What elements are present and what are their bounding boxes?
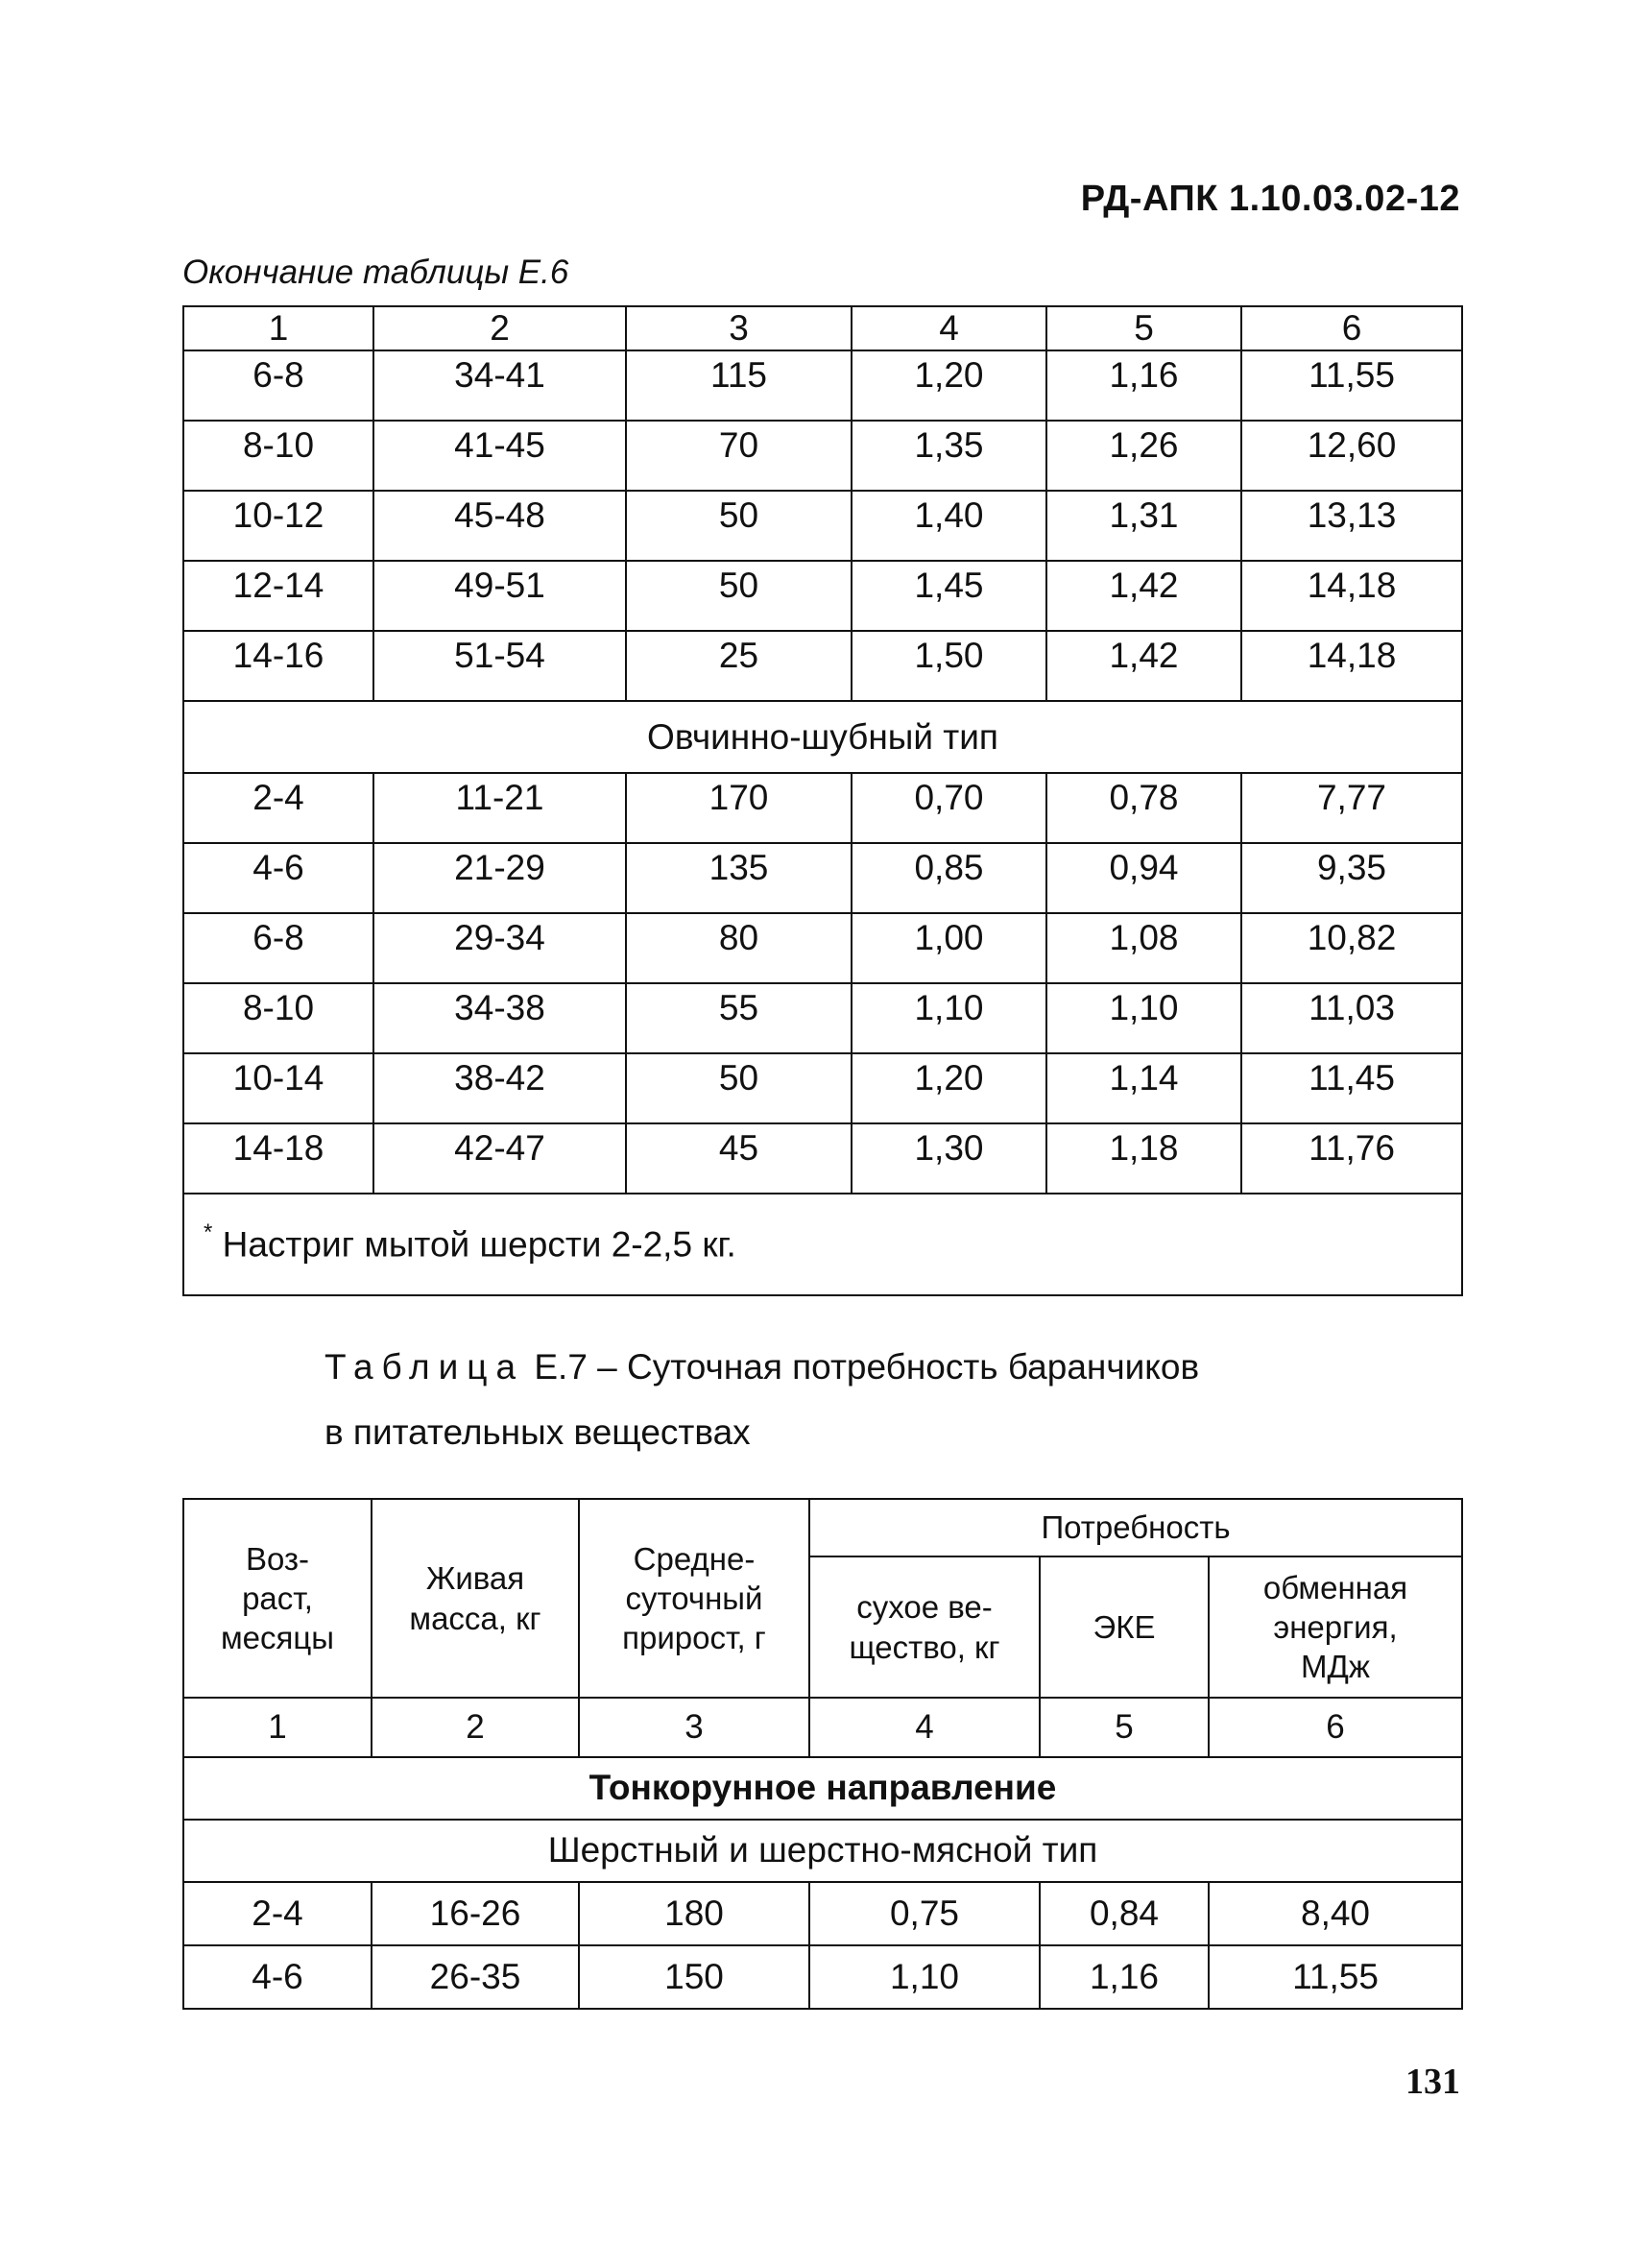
footnote-mark: * <box>204 1219 213 1246</box>
head-line: щество, кг <box>849 1629 1000 1665</box>
table-row <box>183 350 1462 421</box>
cell-eke: 1,10 <box>1046 983 1241 1053</box>
table-title-text: Е.7 – Суточная потребность баранчиков <box>534 1347 1200 1387</box>
col-head-mass <box>372 1499 579 1698</box>
column-number-row <box>183 1698 1462 1757</box>
cell-dry-matter: 1,20 <box>852 1053 1046 1123</box>
cell-eke: 1,08 <box>1046 913 1241 983</box>
head-line: прирост, г <box>622 1620 766 1656</box>
cell-eke: 1,42 <box>1046 561 1241 631</box>
head-line: Воз- <box>245 1540 310 1577</box>
header-cell: 5 <box>1046 306 1241 350</box>
cell-age: 10-12 <box>183 491 373 561</box>
cell-gain: 115 <box>626 350 852 421</box>
cell-age: 8-10 <box>183 421 373 491</box>
cell-eke: 1,18 <box>1046 1123 1241 1194</box>
column-number: 3 <box>579 1698 809 1757</box>
head-line: сухое ве- <box>856 1589 993 1626</box>
cell-dry-matter: 1,30 <box>852 1123 1046 1194</box>
cell-gain: 25 <box>626 631 852 701</box>
cell-energy: 11,55 <box>1209 1945 1462 2009</box>
cell-energy: 12,60 <box>1241 421 1462 491</box>
col-head-need-group: Потребность <box>809 1499 1462 1556</box>
column-number: 5 <box>1040 1698 1209 1757</box>
cell-energy: 14,18 <box>1241 561 1462 631</box>
document-code: РД-АПК 1.10.03.02-12 <box>1080 179 1460 219</box>
cell-dry-matter: 1,45 <box>852 561 1046 631</box>
header-row-1 <box>183 1499 1462 1556</box>
table-row <box>183 561 1462 631</box>
cell-gain: 150 <box>579 1945 809 2009</box>
table-row <box>183 631 1462 701</box>
cell-energy: 11,76 <box>1241 1123 1462 1194</box>
cell-mass: 11-21 <box>373 773 626 843</box>
col-head-energy <box>1209 1556 1462 1698</box>
table-e6 <box>182 305 1463 1296</box>
head-line: масса, кг <box>409 1600 541 1636</box>
col-head-dry-matter <box>809 1556 1040 1698</box>
head-line: МДж <box>1301 1649 1370 1685</box>
table-e7 <box>182 1498 1463 2010</box>
cell-age: 12-14 <box>183 561 373 631</box>
head-line: обменная <box>1262 1569 1408 1605</box>
cell-mass: 34-41 <box>373 350 626 421</box>
cell-age: 14-16 <box>183 631 373 701</box>
table-row <box>183 1123 1462 1194</box>
table-row <box>183 983 1462 1053</box>
cell-mass: 45-48 <box>373 491 626 561</box>
header-cell: 1 <box>183 306 373 350</box>
cell-dry-matter: 1,20 <box>852 350 1046 421</box>
cell-eke: 1,31 <box>1046 491 1241 561</box>
header-cell: 3 <box>626 306 852 350</box>
cell-age: 4-6 <box>183 1945 372 2009</box>
cell-eke: 1,14 <box>1046 1053 1241 1123</box>
cell-dry-matter: 0,85 <box>852 843 1046 913</box>
cell-eke: 1,16 <box>1040 1945 1209 2009</box>
cell-dry-matter: 1,10 <box>809 1945 1040 2009</box>
footnote-row <box>183 1194 1462 1295</box>
cell-energy: 11,45 <box>1241 1053 1462 1123</box>
cell-mass: 34-38 <box>373 983 626 1053</box>
cell-gain: 45 <box>626 1123 852 1194</box>
footnote-text: Настриг мытой шерсти 2-2,5 кг. <box>222 1224 736 1265</box>
cell-age: 10-14 <box>183 1053 373 1123</box>
cell-dry-matter: 1,00 <box>852 913 1046 983</box>
cell-age: 14-18 <box>183 1123 373 1194</box>
cell-age: 6-8 <box>183 913 373 983</box>
cell-age: 8-10 <box>183 983 373 1053</box>
cell-dry-matter: 1,50 <box>852 631 1046 701</box>
col-head-age <box>183 1499 372 1698</box>
cell-age: 6-8 <box>183 350 373 421</box>
cell-mass: 51-54 <box>373 631 626 701</box>
page-number: 131 <box>1405 2062 1460 2102</box>
cell-mass: 26-35 <box>372 1945 579 2009</box>
head-line: энергия, <box>1273 1608 1398 1645</box>
cell-age: 4-6 <box>183 843 373 913</box>
table-row <box>183 1945 1462 2009</box>
table-row <box>183 773 1462 843</box>
cell-gain: 50 <box>626 561 852 631</box>
cell-mass: 49-51 <box>373 561 626 631</box>
table-continuation-caption: Окончание таблицы Е.6 <box>182 253 569 291</box>
column-number: 2 <box>372 1698 579 1757</box>
cell-eke: 1,42 <box>1046 631 1241 701</box>
column-number: 1 <box>183 1698 372 1757</box>
col-head-eke: ЭКЕ <box>1040 1556 1209 1698</box>
table-row <box>183 491 1462 561</box>
cell-energy: 13,13 <box>1241 491 1462 561</box>
group-row <box>183 701 1462 773</box>
cell-mass: 16-26 <box>372 1882 579 1945</box>
cell-energy: 11,55 <box>1241 350 1462 421</box>
cell-eke: 0,78 <box>1046 773 1241 843</box>
cell-dry-matter: 0,70 <box>852 773 1046 843</box>
cell-dry-matter: 1,35 <box>852 421 1046 491</box>
cell-energy: 10,82 <box>1241 913 1462 983</box>
cell-eke: 0,84 <box>1040 1882 1209 1945</box>
subsection-row <box>183 1820 1462 1882</box>
cell-gain: 80 <box>626 913 852 983</box>
cell-eke: 1,26 <box>1046 421 1241 491</box>
table-row <box>183 421 1462 491</box>
table-title-word: Таблица <box>324 1347 525 1387</box>
cell-gain: 50 <box>626 491 852 561</box>
cell-mass: 41-45 <box>373 421 626 491</box>
section-row <box>183 1757 1462 1820</box>
cell-age: 2-4 <box>183 1882 372 1945</box>
cell-energy: 8,40 <box>1209 1882 1462 1945</box>
table-e7-title <box>324 1335 1199 1465</box>
table-title-line2: в питательных веществах <box>324 1412 751 1452</box>
header-cell: 4 <box>852 306 1046 350</box>
cell-energy: 9,35 <box>1241 843 1462 913</box>
cell-gain: 180 <box>579 1882 809 1945</box>
table-row <box>183 1882 1462 1945</box>
column-number: 4 <box>809 1698 1040 1757</box>
cell-mass: 21-29 <box>373 843 626 913</box>
cell-mass: 42-47 <box>373 1123 626 1194</box>
cell-energy: 7,77 <box>1241 773 1462 843</box>
group-label: Овчинно-шубный тип <box>183 701 1462 773</box>
head-line: суточный <box>625 1580 763 1616</box>
cell-dry-matter: 1,10 <box>852 983 1046 1053</box>
footnote <box>183 1194 1462 1295</box>
cell-energy: 14,18 <box>1241 631 1462 701</box>
cell-gain: 135 <box>626 843 852 913</box>
cell-gain: 170 <box>626 773 852 843</box>
table-row <box>183 913 1462 983</box>
cell-dry-matter: 1,40 <box>852 491 1046 561</box>
col-head-gain <box>579 1499 809 1698</box>
cell-gain: 70 <box>626 421 852 491</box>
table-header-row <box>183 306 1462 350</box>
head-line: раст, <box>242 1580 313 1616</box>
cell-energy: 11,03 <box>1241 983 1462 1053</box>
subsection-label: Шерстный и шерстно-мясной тип <box>183 1820 1462 1882</box>
cell-gain: 55 <box>626 983 852 1053</box>
table-row <box>183 1053 1462 1123</box>
cell-eke: 0,94 <box>1046 843 1241 913</box>
table-row <box>183 843 1462 913</box>
section-label: Тонкорунное направление <box>183 1757 1462 1820</box>
cell-age: 2-4 <box>183 773 373 843</box>
head-line: Живая <box>425 1560 525 1597</box>
cell-gain: 50 <box>626 1053 852 1123</box>
cell-mass: 38-42 <box>373 1053 626 1123</box>
cell-mass: 29-34 <box>373 913 626 983</box>
column-number: 6 <box>1209 1698 1462 1757</box>
header-cell: 6 <box>1241 306 1462 350</box>
cell-eke: 1,16 <box>1046 350 1241 421</box>
cell-dry-matter: 0,75 <box>809 1882 1040 1945</box>
header-cell: 2 <box>373 306 626 350</box>
head-line: месяцы <box>220 1620 335 1656</box>
head-line: Средне- <box>633 1540 756 1577</box>
